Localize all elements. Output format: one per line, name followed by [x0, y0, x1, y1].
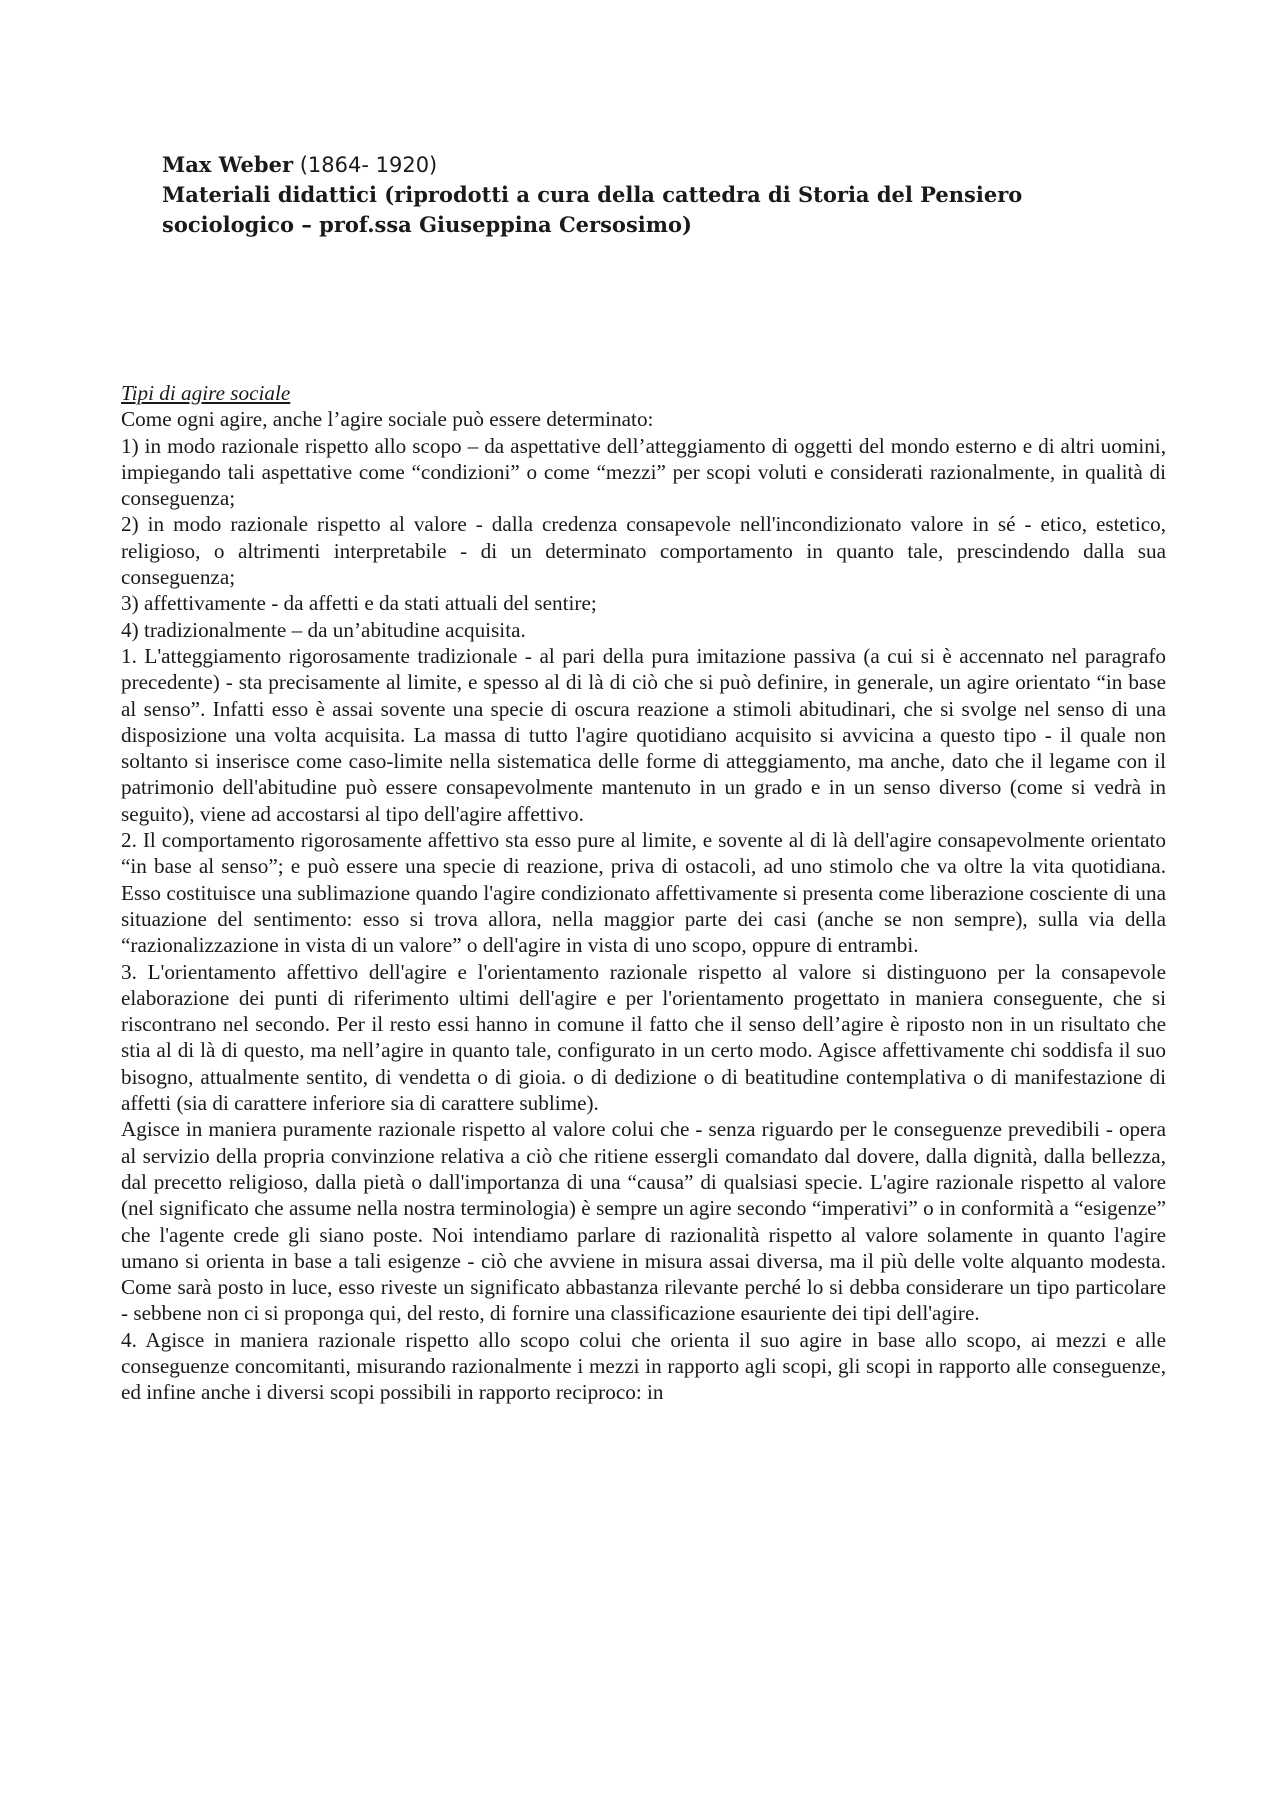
paragraph-intro: Come ogni agire, anche l’agire sociale può essere determinato: [121, 407, 654, 432]
paragraph-type-1: 1) in modo razionale rispetto allo scopo – da aspettative dell’atteggiamento di oggetti del mondo esterno e di altri uomini, impiegando tali aspettative come “condizioni” o come “mezzi” per scopi voluti e considerati razionalmente, in qualità di conseguenza; [121, 433, 1166, 511]
header-line-2: Materiali didattici (riprodotti a cura della cattedra di Storia del Pensiero [162, 182, 1023, 207]
paragraph-point-2: 2. Il comportamento rigorosamente affettivo sta esso pure al limite, e sovente al di là dell'agire consapevolmente orientato “in base al senso”; e può essere una specie di reazione, priva di ostacoli, ad uno stimolo che va oltre la vita quotidiana. Esso costituisce una sublimazione quando l'agire condizionato affettivamente si presenta come liberazione cosciente di una situazione del sentimento: esso si trova allora, nella maggior parte dei casi (anche se non sempre), sulla via della “razionalizzazione in vista di un valore” o dell'agire in vista di uno scopo, oppure di entrambi. [121, 828, 1166, 958]
header-line-1 [162, 150, 1162, 180]
author-name: Max Weber [162, 152, 294, 177]
paragraph-type-3: 3) affettivamente - da affetti e da stati attuali del sentire; [121, 591, 597, 616]
paragraph-point-1: 1. L'atteggiamento rigorosamente tradizionale - al pari della pura imitazione passiva (a cui si è accennato nel paragrafo precedente) - sta precisamente al limite, e spesso al di là di ciò che si può definire, in generale, un agire orientato “in base al senso”. Infatti esso è assai sovente una specie di oscura reazione a stimoli abitudinari, che si svolge nel senso di una disposizione una volta acquisita. La massa di tutto l'agire quotidiano acquisito si avvicina a questo tipo - il quale non soltanto si inserisce come caso-limite nella sistematica delle forme di atteggiamento, ma anche, dato che il legame con il patrimonio dell'abitudine può essere consapevolmente mantenuto in un grado e in un senso diverso (come si vedrà in seguito), viene ad accostarsi al tipo dell'agire affettivo. [121, 643, 1166, 826]
header-line-3: sociologico – prof.ssa Giuseppina Cersosimo) [162, 212, 692, 237]
paragraph-value-rational: Agisce in maniera puramente razionale rispetto al valore colui che - senza riguardo per le conseguenze prevedibili - opera al servizio della propria convinzione relativa a ciò che ritiene essergli comandato dal dovere, dalla dignità, dalla bellezza, dal precetto religioso, dalla pietà o dall'importanza di una “causa” di qualsiasi specie. L'agire razionale rispetto al valore (nel significato che assume nella nostra terminologia) è sempre un agire secondo “imperativi” o in conformità a “esigenze” che l'agente crede gli siano poste. Noi intendiamo parlare di razionalità rispetto al valore solamente in quanto l'agire umano si orienta in base a tali esigenze - ciò che avviene in misura assai diversa, ma il più delle volte alquanto modesta. Come sarà posto in luce, esso riveste un significato abbastanza rilevante perché lo si debba considerare un tipo particolare - sebbene non ci si proponga qui, del resto, di fornire una classificazione esauriente dei tipi dell'agire. [121, 1117, 1166, 1326]
document-body [121, 380, 1166, 1406]
document-header [162, 150, 1162, 240]
paragraph-point-4: 4. Agisce in maniera razionale rispetto allo scopo colui che orienta il suo agire in base allo scopo, ai mezzi e alle conseguenze concomitanti, misurando razionalmente i mezzi in rapporto agli scopi, gli scopi in rapporto alle conseguenze, ed infine anche i diversi scopi possibili in rapporto reciproco: in [121, 1327, 1166, 1405]
section-title: Tipi di agire sociale [121, 381, 291, 405]
paragraph-type-4: 4) tradizionalmente – da un’abitudine acquisita. [121, 617, 526, 642]
paragraph-type-2: 2) in modo razionale rispetto al valore - dalla credenza consapevole nell'incondizionato valore in sé - etico, estetico, religioso, o altrimenti interpretabile - di un determinato comportamento in quanto tale, prescindendo dalla sua conseguenza; [121, 512, 1166, 590]
paragraph-point-3: 3. L'orientamento affettivo dell'agire e l'orientamento razionale rispetto al valore si distinguono per la consapevole elaborazione dei punti di riferimento ultimi dell'agire e per l'orientamento progettato in maniera conseguente, che si riscontrano nel secondo. Per il resto essi hanno in comune il fatto che il senso dell’agire è riposto non in un risultato che stia al di là di questo, ma nell’agire in quanto tale, configurato in un certo modo. Agisce affettivamente chi soddisfa il suo bisogno, attualmente sentito, di vendetta o di gioia. o di dedizione o di beatitudine contemplativa o di manifestazione di affetti (sia di carattere inferiore sia di carattere sublime). [121, 959, 1166, 1116]
author-dates: (1864- 1920) [299, 153, 438, 177]
